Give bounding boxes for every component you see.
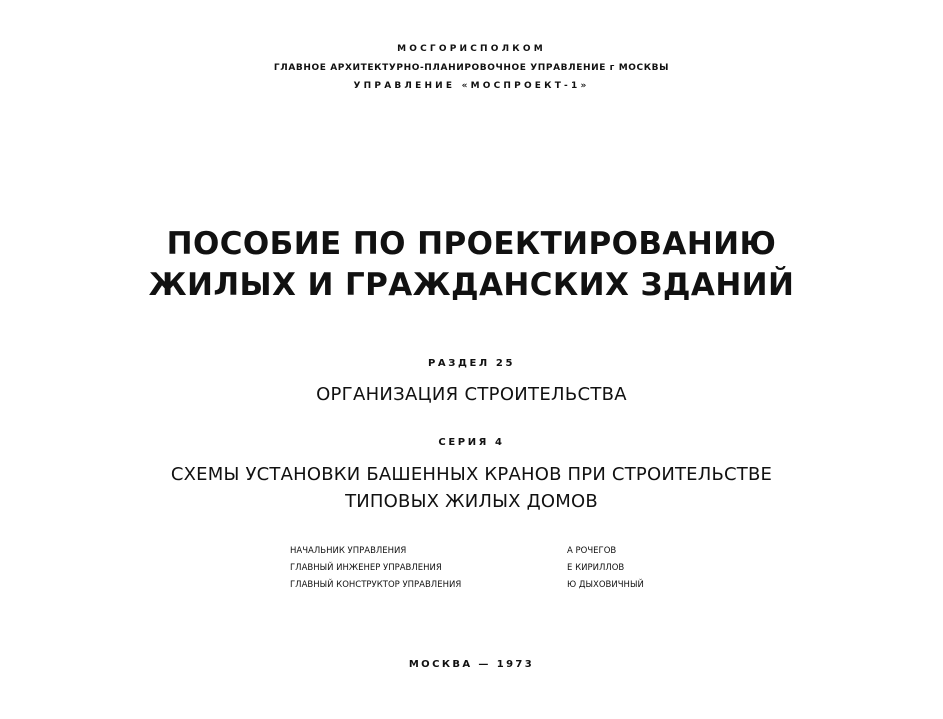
credit-name: Е КИРИЛЛОВ <box>567 563 625 573</box>
section-name: ОРГАНИЗАЦИЯ СТРОИТЕЛЬСТВА <box>316 384 627 405</box>
credit-role: НАЧАЛЬНИК УПРАВЛЕНИЯ <box>290 546 407 556</box>
credit-name: А РОЧЕГОВ <box>567 546 617 556</box>
series-name-line-1: СХЕМЫ УСТАНОВКИ БАШЕННЫХ КРАНОВ ПРИ СТРОИТЕЛЬСТВЕ <box>170 464 773 485</box>
main-title-line-1: ПОСОБИЕ ПО ПРОЕКТИРОВАНИЮ <box>166 226 777 262</box>
header-org: МОСГОРИСПОЛКОМ <box>397 44 546 54</box>
credit-role: ГЛАВНЫЙ КОНСТРУКТОР УПРАВЛЕНИЯ <box>290 580 462 590</box>
header-division: УПРАВЛЕНИЕ «МОСПРОЕКТ-1» <box>353 81 590 91</box>
credit-row <box>290 546 690 563</box>
credits-block <box>290 546 690 597</box>
header-department: ГЛАВНОЕ АРХИТЕКТУРНО-ПЛАНИРОВОЧНОЕ УПРАВЛЕНИЕ г МОСКВЫ <box>273 63 670 73</box>
credit-role: ГЛАВНЫЙ ИНЖЕНЕР УПРАВЛЕНИЯ <box>290 563 442 573</box>
main-title-line-2: ЖИЛЫХ И ГРАЖДАНСКИХ ЗДАНИЙ <box>148 267 795 303</box>
series-label: СЕРИЯ 4 <box>438 437 505 448</box>
credit-row <box>290 580 690 597</box>
credit-row <box>290 563 690 580</box>
series-name-line-2: ТИПОВЫХ ЖИЛЫХ ДОМОВ <box>345 491 598 512</box>
footer-city-year: МОСКВА — 1973 <box>408 659 535 670</box>
credit-name: Ю ДЫХОВИЧНЫЙ <box>567 580 644 590</box>
section-label: РАЗДЕЛ 25 <box>427 358 515 369</box>
